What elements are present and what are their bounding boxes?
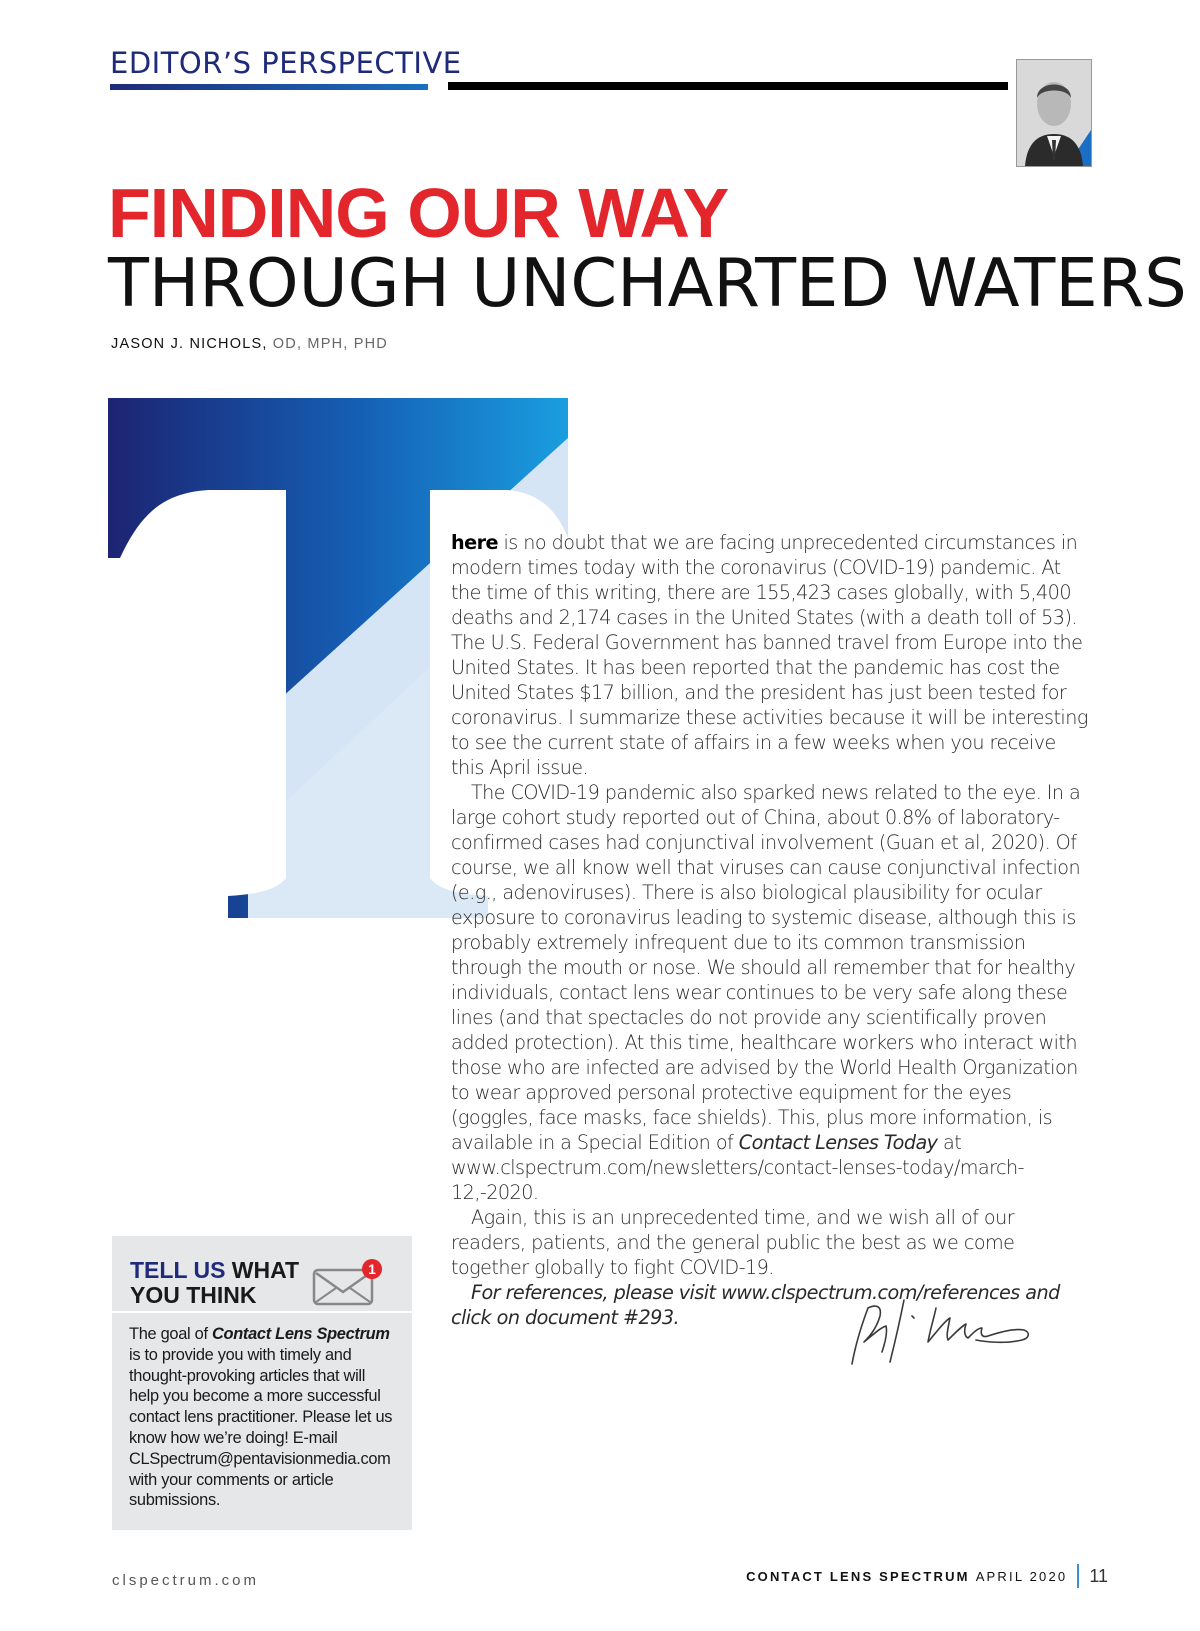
footer-magazine-name: CONTACT LENS SPECTRUM (746, 1568, 970, 1584)
article-paragraph-3: Again, this is an unprecedented time, and we wish all of our readers, patients, and the general public the best as we come together globally to fight COVID-19. (451, 1206, 1015, 1279)
author-credentials: OD, MPH, PHD (267, 336, 388, 352)
references-note: For references, please visit www.clspectrum.com/references and click on document #293. (451, 1281, 1060, 1329)
section-label: EDITOR’S PERSPECTIVE (110, 46, 462, 80)
article-paragraph (451, 780, 1091, 1205)
magazine-name: Contact Lens Spectrum (211, 1325, 390, 1343)
envelope-notification-icon (312, 1258, 382, 1308)
headline-primary: FINDING OUR WAY (108, 174, 729, 252)
feedback-body (129, 1324, 399, 1511)
footer-folio (746, 1564, 1108, 1588)
footer-separator (1077, 1564, 1079, 1588)
author-signature (846, 1290, 1036, 1370)
feedback-body-intro: The goal of (129, 1325, 212, 1343)
author-portrait-icon (1017, 60, 1091, 166)
article-paragraph-1: is no doubt that we are facing unprecedented circumstances in modern times today with the coronavirus (COVID-19) pandemic. At the time of this writing, there are 155,423 cases globally, with 5,400 deaths and 2,174 cases in the United States (with a death toll of 53). The U.S. Federal Government has banned travel from Europe into the United States. It has been reported that the pandemic has cost the United States $17 billion, and the president has just been tested for coronavirus. I summarize these activities because it will be interesting to see the current state of affairs in a few weeks when you receive this April issue. (451, 531, 1088, 779)
article-paragraph-2b: at www.clspectrum.com/newsletters/contact-lenses-today/march-12,-2020. (451, 1131, 1025, 1204)
article-paragraph-2a: The COVID-19 pandemic also sparked news related to the eye. In a large cohort study reported out of China, about 0.8% of laboratory-confirmed cases had conjunctival involvement (Guan et al, 2020). Of course, we all know well that viruses can cause conjunctival infection (e.g., adenoviruses). There is also biological plausibility for ocular exposure to coronavirus leading to systemic disease, although this is probably extremely infrequent due to its common transmission through the mouth or nose. We should all remember that for healthy individuals, contact lens wear continues to be very safe along these lines (and that spectacles do not provide any scientifically proven added protection). At this time, healthcare workers who interact with those who are infected are advised by the World Health Organization to wear approved personal protective equipment for the eyes (goggles, face masks, face shields). This, plus more information, is available in a Special Edition of (451, 781, 1081, 1154)
feedback-heading-part: WHAT (225, 1257, 300, 1283)
author-name: JASON J. NICHOLS, (111, 336, 268, 352)
feedback-heading-highlight: TELL US (130, 1257, 226, 1283)
publication-name: Contact Lenses Today (738, 1131, 938, 1154)
page-number: 11 (1089, 1565, 1108, 1586)
feedback-heading (130, 1258, 299, 1308)
notification-badge-count: 1 (368, 1261, 376, 1277)
feedback-sidebar (112, 1236, 412, 1530)
feedback-body-text: is to provide you with timely and thought-provoking articles that will help you become a more successful contact lens practitioner. Please let us know how we’re doing! E-mail CLSpectrum@pentavisionmedia.com with your comments or article submissions. (129, 1345, 393, 1510)
footer-issue-date: APRIL 2020 (975, 1568, 1068, 1584)
footer-website: clspectrum.com (112, 1572, 260, 1589)
article-body (451, 530, 1091, 1330)
article-paragraph (451, 530, 1091, 780)
article-lead-word: here (451, 531, 498, 554)
section-label-underline (110, 84, 428, 90)
byline (111, 336, 388, 352)
section-rule (448, 82, 1008, 90)
author-photo (1016, 59, 1092, 167)
feedback-divider (112, 1311, 412, 1313)
headline-secondary: THROUGH UNCHARTED WATERS (108, 244, 1187, 322)
feedback-heading-line2: YOU THINK (130, 1282, 257, 1308)
